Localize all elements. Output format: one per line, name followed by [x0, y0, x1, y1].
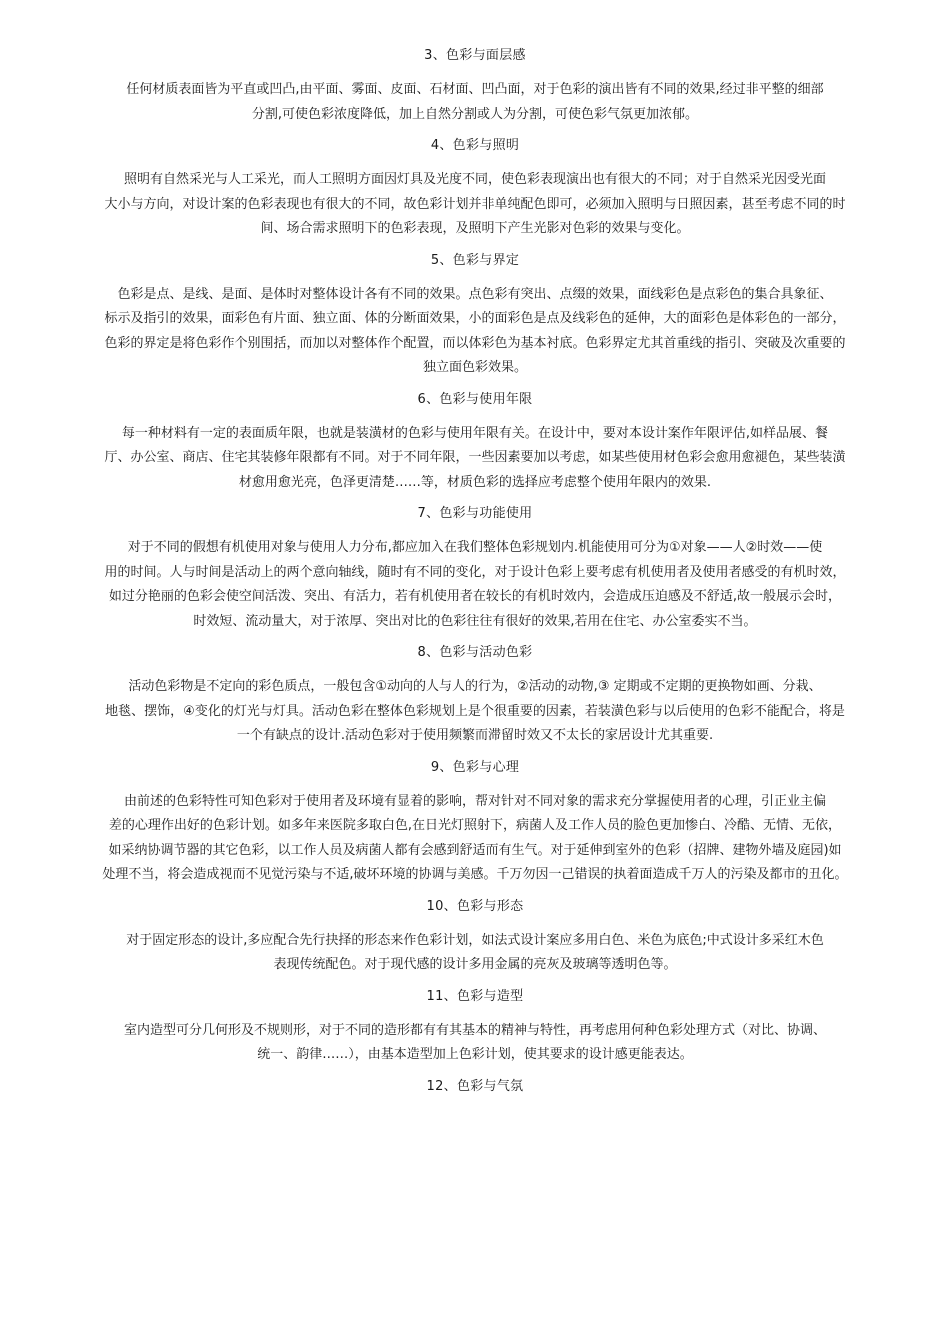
paragraph-line: 分割,可使色彩浓度降低，加上自然分割或人为分割，可使色彩气氛更加浓郁。	[251, 106, 699, 122]
section-heading: 8、色彩与活动色彩	[417, 645, 533, 660]
paragraph-line: 照明有自然采光与人工采光，而人工照明方面因灯具及光度不同，使色彩表现演出也有很大的不同；对于自然采光因受光面	[123, 172, 826, 187]
section-5	[60, 251, 890, 381]
paragraph-line: 对于固定形态的设计,多应配合先行抉择的形态来作色彩计划，如法式设计案应多用白色、米色为底色;中式设计多采红木色	[126, 932, 824, 948]
paragraph-line: 室内造型可分几何形及不规则形，对于不同的造形都有有其基本的精神与特性，再考虑用何种色彩处理方式（对比、协调、	[123, 1022, 826, 1038]
paragraph-line: 用的时间。人与时间是活动上的两个意向轴线，随时有不同的变化，对于设计色彩上要考虑有机使用者及使用者感受的有机时效，	[104, 564, 846, 580]
paragraph-line: 一个有缺点的设计.活动色彩对于使用频繁而滞留时效又不太长的家居设计尤其重要.	[236, 728, 714, 743]
paragraph-line: 大小与方向，对设计案的色彩表现也有很大的不同，故色彩计划并非单纯配色即可，必须加入照明与日照因素，甚至考虑不同的时	[104, 196, 846, 212]
section-12	[60, 1077, 890, 1097]
paragraph-line: 厅、办公室、商店、住宅其装修年限都有不同。对于不同年限，一些因素要加以考虑，如某些使用材色彩会愈用愈褪色，某些装潢	[104, 450, 846, 465]
section-6	[60, 390, 890, 496]
section-8	[60, 643, 890, 749]
paragraph-line: 材愈用愈光亮，色泽更清楚……等，材质色彩的选择应考虑整个使用年限内的效果.	[238, 474, 712, 490]
section-3	[60, 46, 890, 127]
section-heading: 9、色彩与心理	[430, 759, 520, 775]
paragraph-line: 时效短、流动量大，对于浓厚、突出对比的色彩往往有很好的效果,若用在住宅、办公室委实不当。	[193, 613, 757, 629]
paragraph-line: 如采纳协调节器的其它色彩，以工作人员及病菌人都有会感到舒适而有生气。对于延伸到室外的色彩（招牌、建物外墙及庭园)如	[108, 842, 842, 858]
paragraph-line: 色彩的界定是将色彩作个别围括，而加以对整体作个配置，而以体彩色为基本衬底。色彩界定尤其首重线的指引、突破及次重要的	[104, 335, 846, 351]
section-paragraph	[60, 536, 890, 634]
paragraph-line: 间、场合需求照明下的色彩表现，及照明下产生光影对色彩的效果与变化。	[260, 221, 690, 236]
section-heading: 5、色彩与界定	[430, 252, 520, 268]
paragraph-line: 由前述的色彩特性可知色彩对于使用者及环境有显着的影响，帮对针对不同对象的需求充分掌握使用者的心理，引正业主偏	[123, 793, 826, 809]
section-paragraph	[60, 78, 890, 127]
section-4	[60, 136, 890, 242]
paragraph-line: 对于不同的假想有机使用对象与使用人力分布,都应加入在我们整体色彩规划内.机能使用可分为①对象——人②时效——使	[127, 540, 823, 555]
section-paragraph	[60, 422, 890, 496]
paragraph-line: 统一、韵律……），由基本造型加上色彩计划，使其要求的设计感更能表达。	[257, 1047, 693, 1062]
section-10	[60, 897, 890, 978]
section-heading: 12、色彩与气氛	[426, 1078, 524, 1094]
paragraph-line: 处理不当，将会造成视而不见觉污染与不适,破坏环境的协调与美感。千万勿因一己错误的执着面造成千万人的污染及都市的丑化。	[102, 867, 848, 882]
section-7	[60, 504, 890, 634]
section-heading: 11、色彩与造型	[426, 988, 524, 1004]
section-paragraph	[60, 1019, 890, 1068]
paragraph-line: 差的心理作出好的色彩计划。如多年来医院多取白色,在日光灯照射下，病菌人及工作人员的脸色更加惨白、冷酷、无情、无依，	[108, 818, 842, 833]
section-heading: 7、色彩与功能使用	[417, 506, 533, 521]
paragraph-line: 活动色彩物是不定向的彩色质点，一般包含①动向的人与人的行为，②活动的动物,③ 定期或不定期的更换物如画、分栽、	[128, 679, 822, 694]
paragraph-line: 独立面色彩效果。	[422, 360, 527, 375]
paragraph-line: 标示及指引的效果，面彩色有片面、独立面、体的分断面效果，小的面彩色是点及线彩色的延伸，大的面彩色是体彩色的一部分，	[104, 311, 846, 326]
section-paragraph	[60, 790, 890, 888]
section-9	[60, 758, 890, 888]
section-11	[60, 987, 890, 1068]
paragraph-line: 色彩是点、是线、是面、是体时对整体设计各有不同的效果。点色彩有突出、点缀的效果，面线彩色是点彩色的集合具象征、	[117, 286, 833, 302]
paragraph-line: 任何材质表面皆为平直或凹凸,由平面、雾面、皮面、石材面、凹凸面，对于色彩的演出皆有不同的效果,经过非平整的细部	[126, 82, 824, 97]
section-heading: 10、色彩与形态	[426, 898, 524, 914]
paragraph-line: 如过分艳丽的色彩会使空间活泼、突出、有活力，若有机使用者在较长的有机时效内，会造成压迫感及不舒适,故一般展示会时，	[108, 589, 842, 604]
section-heading: 6、色彩与使用年限	[417, 391, 533, 407]
paragraph-line: 地毯、摆饰，④变化的灯光与灯具。活动色彩在整体色彩规划上是个很重要的因素，若装潢色彩与以后使用的色彩不能配合，将是	[105, 703, 845, 719]
paragraph-line: 每一种材料有一定的表面质年限，也就是装潢材的色彩与使用年限有关。在设计中，要对本设计案作年限评估,如样品展、餐	[121, 425, 829, 441]
section-heading: 3、色彩与面层感	[424, 48, 526, 63]
section-paragraph	[60, 168, 890, 242]
section-paragraph	[60, 283, 890, 381]
section-paragraph	[60, 675, 890, 749]
paragraph-line: 表现传统配色。对于现代感的设计多用金属的亮灰及玻璃等透明色等。	[273, 957, 677, 972]
section-heading: 4、色彩与照明	[430, 138, 520, 153]
section-paragraph	[60, 929, 890, 978]
